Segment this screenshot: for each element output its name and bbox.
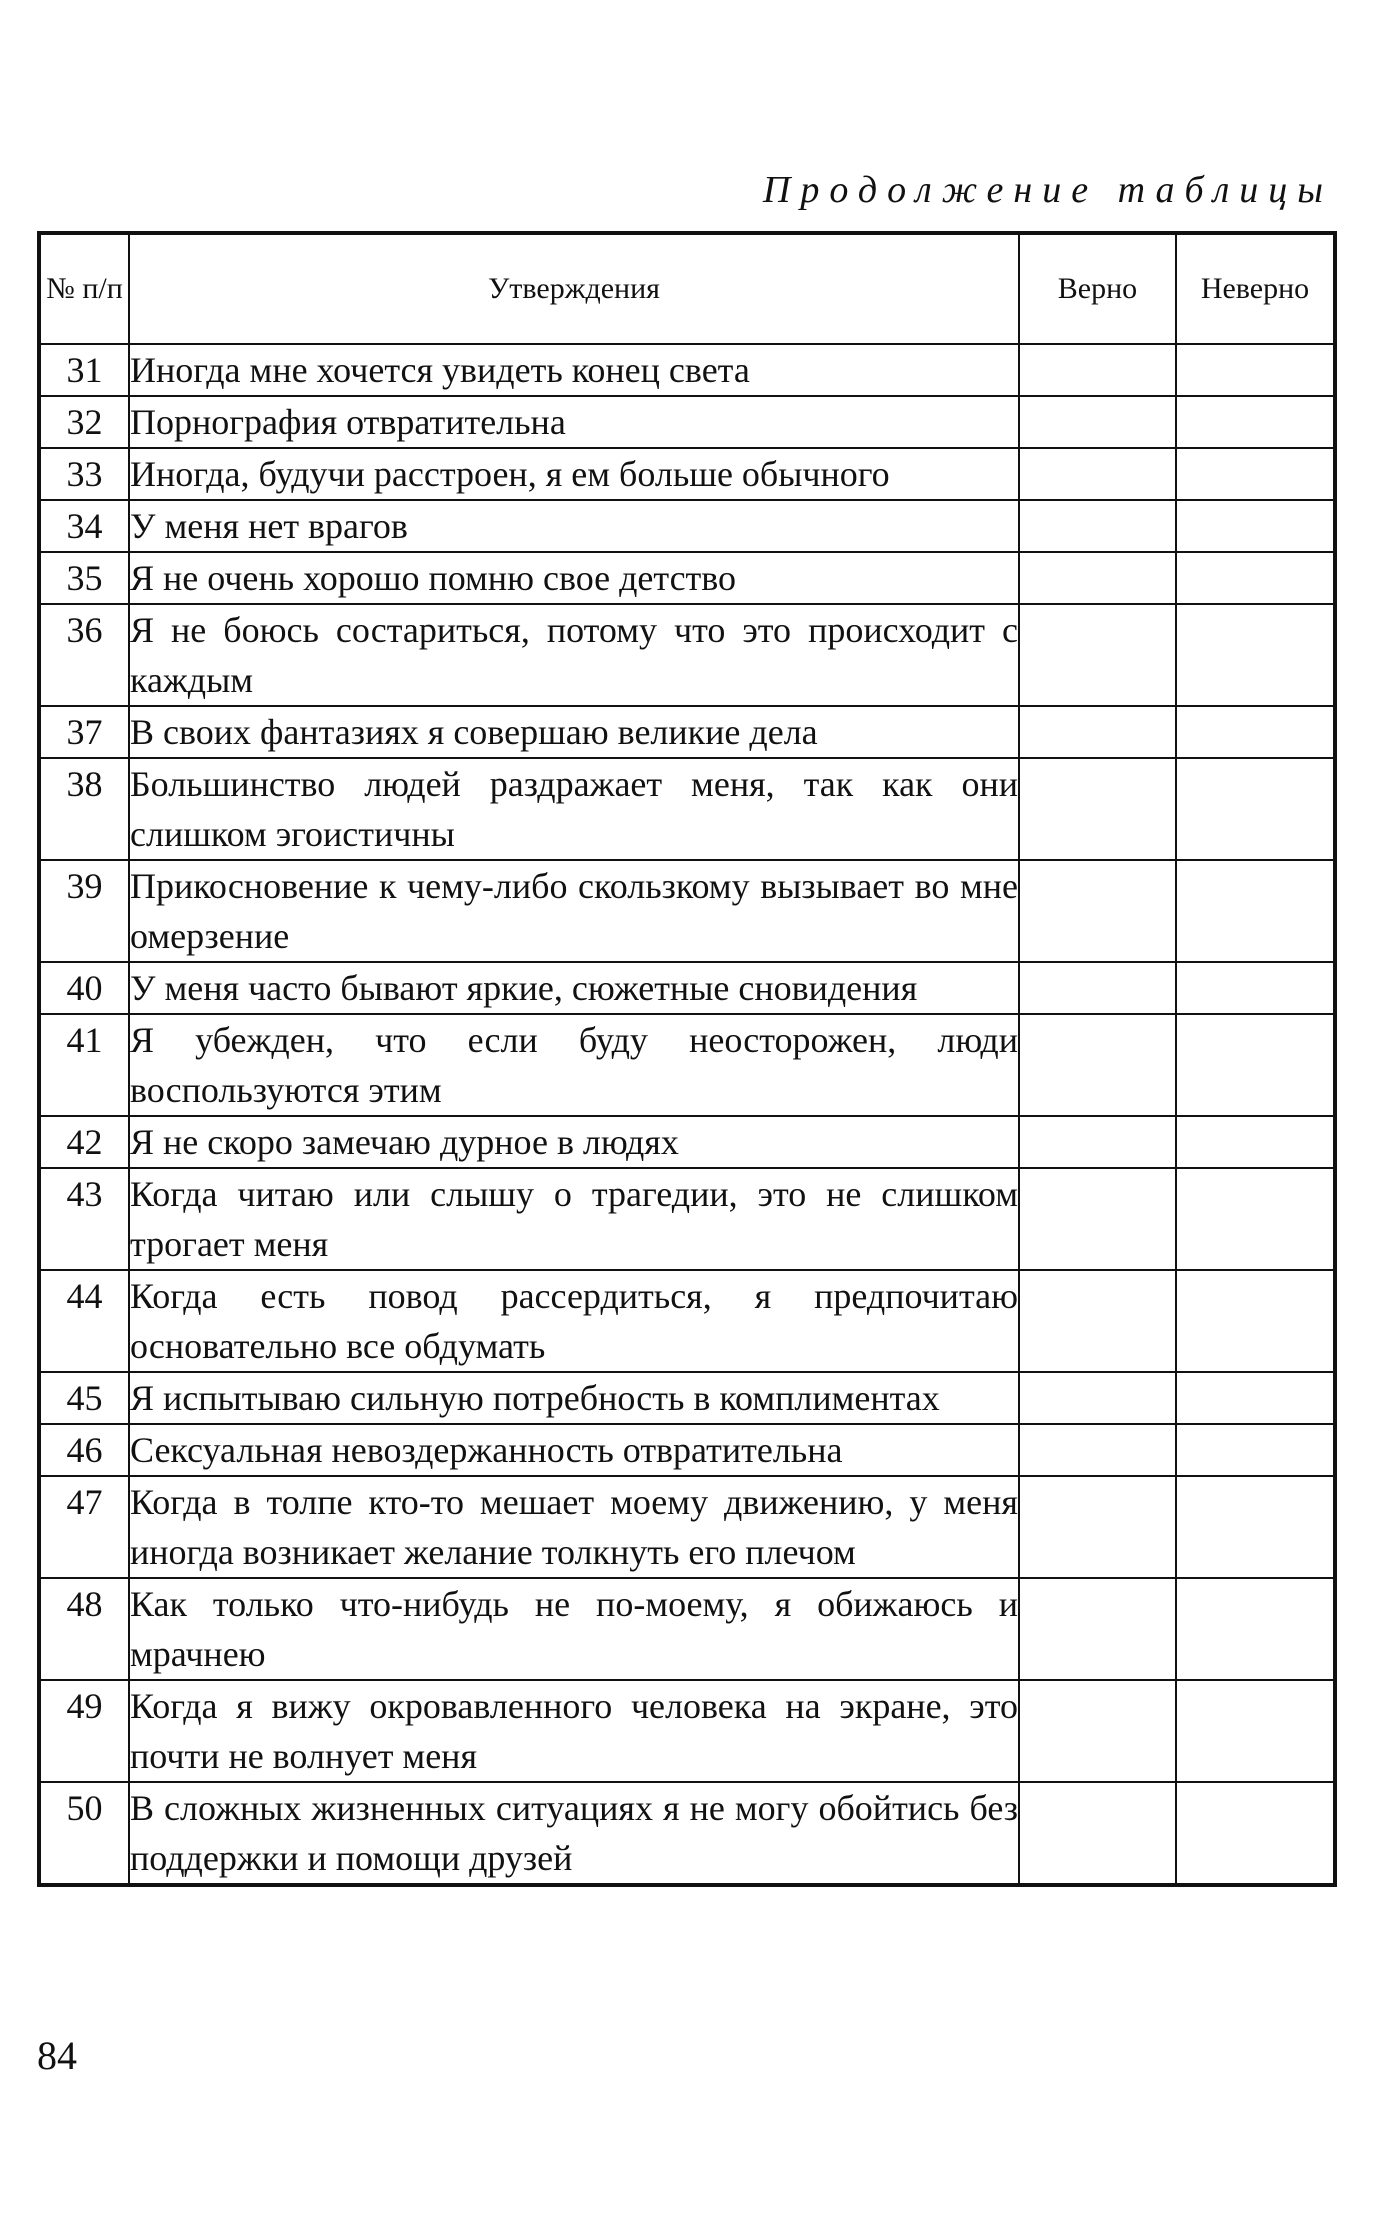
table-row (39, 1270, 1335, 1372)
table-row (39, 1782, 1335, 1885)
row-statement: Сексуальная невоздержанность отвратительна (129, 1424, 1019, 1476)
row-number: 35 (39, 552, 129, 604)
row-number: 40 (39, 962, 129, 1014)
answer-true-cell[interactable] (1019, 860, 1176, 962)
row-statement: Я испытываю сильную потребность в комплиментах (129, 1372, 1019, 1424)
answer-false-cell[interactable] (1176, 1116, 1335, 1168)
row-statement: Я не скоро замечаю дурное в людях (129, 1116, 1019, 1168)
table-row (39, 1476, 1335, 1578)
table-row (39, 1372, 1335, 1424)
answer-false-cell[interactable] (1176, 860, 1335, 962)
row-number: 50 (39, 1782, 129, 1885)
answer-true-cell[interactable] (1019, 500, 1176, 552)
answer-true-cell[interactable] (1019, 1372, 1176, 1424)
answer-false-cell[interactable] (1176, 552, 1335, 604)
row-number: 48 (39, 1578, 129, 1680)
answer-true-cell[interactable] (1019, 758, 1176, 860)
answer-false-cell[interactable] (1176, 344, 1335, 396)
table-row (39, 860, 1335, 962)
row-number: 44 (39, 1270, 129, 1372)
row-number: 36 (39, 604, 129, 706)
row-statement: Иногда, будучи расстроен, я ем больше обычного (129, 448, 1019, 500)
answer-false-cell[interactable] (1176, 962, 1335, 1014)
answer-false-cell[interactable] (1176, 1680, 1335, 1782)
table-row (39, 962, 1335, 1014)
questionnaire-table (37, 231, 1337, 1887)
answer-true-cell[interactable] (1019, 1578, 1176, 1680)
answer-false-cell[interactable] (1176, 1782, 1335, 1885)
row-statement: Как только что-нибудь не по-моему, я обижаюсь и мрачнею (129, 1578, 1019, 1680)
answer-false-cell[interactable] (1176, 758, 1335, 860)
table-row (39, 706, 1335, 758)
answer-true-cell[interactable] (1019, 1424, 1176, 1476)
row-statement: Когда я вижу окровавленного человека на экране, это почти не волнует меня (129, 1680, 1019, 1782)
table-row (39, 396, 1335, 448)
row-statement: У меня нет врагов (129, 500, 1019, 552)
row-number: 39 (39, 860, 129, 962)
answer-false-cell[interactable] (1176, 1476, 1335, 1578)
header-number: № п/п (39, 233, 129, 344)
answer-false-cell[interactable] (1176, 1168, 1335, 1270)
row-statement: В своих фантазиях я совершаю великие дела (129, 706, 1019, 758)
row-statement: Когда читаю или слышу о трагедии, это не слишком трогает меня (129, 1168, 1019, 1270)
answer-true-cell[interactable] (1019, 344, 1176, 396)
table-row (39, 448, 1335, 500)
row-number: 45 (39, 1372, 129, 1424)
row-statement: Когда есть повод рассердиться, я предпочитаю основательно все обдумать (129, 1270, 1019, 1372)
row-number: 42 (39, 1116, 129, 1168)
row-number: 47 (39, 1476, 129, 1578)
answer-true-cell[interactable] (1019, 448, 1176, 500)
answer-true-cell[interactable] (1019, 552, 1176, 604)
answer-false-cell[interactable] (1176, 1270, 1335, 1372)
row-statement: Когда в толпе кто-то мешает моему движению, у меня иногда возникает желание толкнуть его плечом (129, 1476, 1019, 1578)
table-body (39, 344, 1335, 1885)
answer-true-cell[interactable] (1019, 1116, 1176, 1168)
table-row (39, 1116, 1335, 1168)
header-false: Неверно (1176, 233, 1335, 344)
row-statement: В сложных жизненных ситуациях я не могу обойтись без поддержки и помощи друзей (129, 1782, 1019, 1885)
row-number: 37 (39, 706, 129, 758)
answer-false-cell[interactable] (1176, 1014, 1335, 1116)
row-statement: Я не очень хорошо помню свое детство (129, 552, 1019, 604)
table-row (39, 1014, 1335, 1116)
row-number: 46 (39, 1424, 129, 1476)
table-row (39, 500, 1335, 552)
answer-true-cell[interactable] (1019, 962, 1176, 1014)
table-row (39, 1680, 1335, 1782)
row-statement: Я не боюсь состариться, потому что это происходит с каждым (129, 604, 1019, 706)
answer-true-cell[interactable] (1019, 1168, 1176, 1270)
answer-false-cell[interactable] (1176, 448, 1335, 500)
row-statement: Большинство людей раздражает меня, так как они слишком эгоистичны (129, 758, 1019, 860)
row-statement: Иногда мне хочется увидеть конец света (129, 344, 1019, 396)
answer-false-cell[interactable] (1176, 1372, 1335, 1424)
answer-false-cell[interactable] (1176, 604, 1335, 706)
table-row (39, 758, 1335, 860)
answer-true-cell[interactable] (1019, 1782, 1176, 1885)
table-row (39, 1168, 1335, 1270)
row-statement: Прикосновение к чему-либо скользкому вызывает во мне омерзение (129, 860, 1019, 962)
answer-false-cell[interactable] (1176, 500, 1335, 552)
page-number: 84 (37, 2033, 77, 2078)
table-row (39, 1424, 1335, 1476)
row-number: 32 (39, 396, 129, 448)
answer-true-cell[interactable] (1019, 604, 1176, 706)
row-number: 31 (39, 344, 129, 396)
answer-false-cell[interactable] (1176, 1578, 1335, 1680)
answer-false-cell[interactable] (1176, 1424, 1335, 1476)
answer-false-cell[interactable] (1176, 706, 1335, 758)
row-number: 43 (39, 1168, 129, 1270)
row-statement: Порнография отвратительна (129, 396, 1019, 448)
table-header-row (39, 233, 1335, 344)
row-number: 33 (39, 448, 129, 500)
row-statement: Я убежден, что если буду неосторожен, люди воспользуются этим (129, 1014, 1019, 1116)
answer-false-cell[interactable] (1176, 396, 1335, 448)
table-continuation-caption: Продолжение таблицы (762, 169, 1333, 211)
row-statement: У меня часто бывают яркие, сюжетные сновидения (129, 962, 1019, 1014)
header-true: Верно (1019, 233, 1176, 344)
answer-true-cell[interactable] (1019, 396, 1176, 448)
header-statement: Утверждения (129, 233, 1019, 344)
table-row (39, 552, 1335, 604)
answer-true-cell[interactable] (1019, 1014, 1176, 1116)
table-row (39, 1578, 1335, 1680)
table-row (39, 604, 1335, 706)
row-number: 34 (39, 500, 129, 552)
row-number: 38 (39, 758, 129, 860)
answer-true-cell[interactable] (1019, 1270, 1176, 1372)
answer-true-cell[interactable] (1019, 1680, 1176, 1782)
answer-true-cell[interactable] (1019, 1476, 1176, 1578)
table-row (39, 344, 1335, 396)
row-number: 49 (39, 1680, 129, 1782)
answer-true-cell[interactable] (1019, 706, 1176, 758)
row-number: 41 (39, 1014, 129, 1116)
